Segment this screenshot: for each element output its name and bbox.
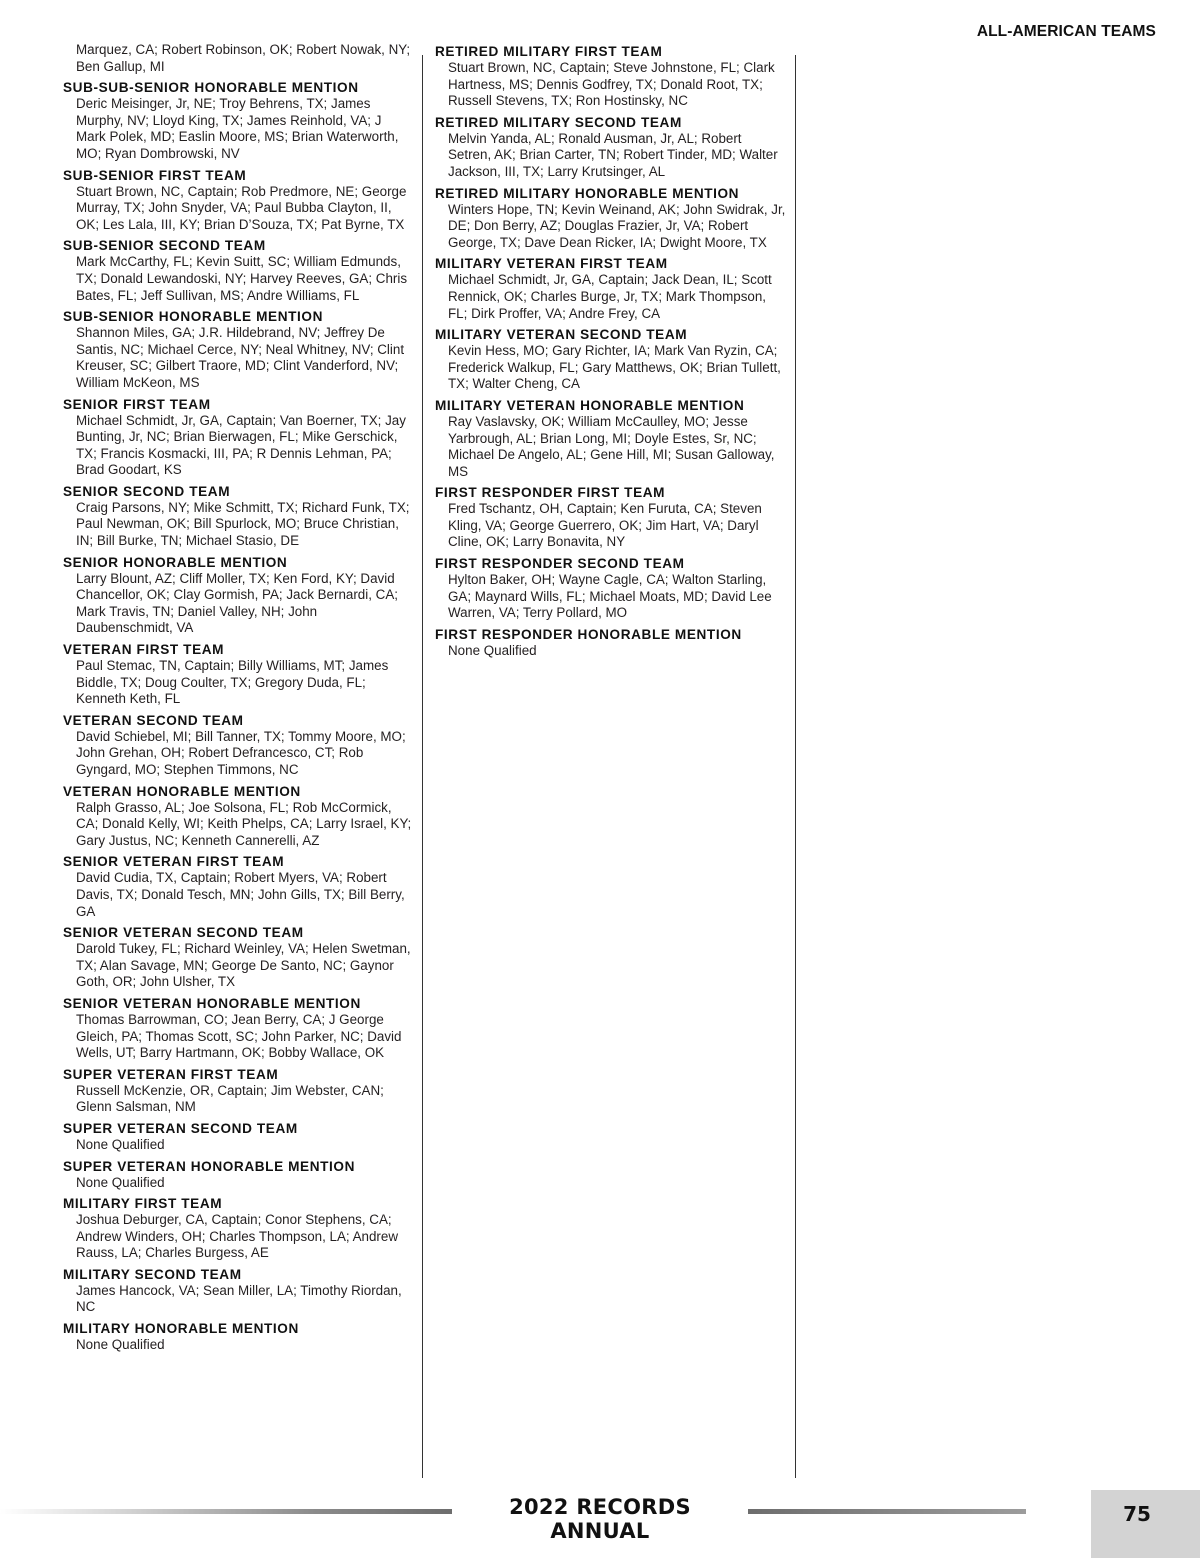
section-members: None Qualified xyxy=(76,1174,165,1190)
section-heading: SENIOR VETERAN SECOND TEAM xyxy=(63,925,304,941)
team-section xyxy=(63,1120,413,1154)
section-members: Ralph Grasso, AL; Joe Solsona, FL; Rob McCormick, CA; Donald Kelly, WI; Keith Phelps, CA; Larry Israel, KY; Gary Justus, NC; Kenneth Cannerelli, AZ xyxy=(76,799,412,848)
left-column xyxy=(63,42,413,1358)
team-section xyxy=(63,1066,413,1116)
team-section xyxy=(435,555,787,622)
section-heading: MILITARY FIRST TEAM xyxy=(63,1196,223,1212)
footer-rule-right xyxy=(748,1509,1026,1514)
section-members: James Hancock, VA; Sean Miller, LA; Timothy Riordan, NC xyxy=(76,1282,402,1315)
section-members: Larry Blount, AZ; Cliff Moller, TX; Ken Ford, KY; David Chancellor, OK; Clay Gormish, PA; Jack Bernardi, CA; Mark Travis, TN; Daniel Valley, NH; John Daubenschmidt, VA xyxy=(76,570,398,636)
section-members: Kevin Hess, MO; Gary Richter, IA; Mark Van Ryzin, CA; Frederick Walkup, FL; Gary Matthews, OK; Brian Tullett, TX; Walter Cheng, CA xyxy=(448,343,781,392)
team-section xyxy=(435,397,787,480)
section-members: None Qualified xyxy=(76,1136,165,1152)
team-section xyxy=(63,995,413,1062)
section-members: Stuart Brown, NC, Captain; Steve Johnstone, FL; Clark Hartness, MS; Dennis Godfrey, TX; Donald Root, TX; Russell Stevens, TX; Ron Hostinsky, NC xyxy=(448,60,775,109)
team-section xyxy=(63,924,413,991)
section-heading: MILITARY HONORABLE MENTION xyxy=(63,1321,299,1337)
section-heading: VETERAN FIRST TEAM xyxy=(63,642,225,658)
team-section xyxy=(63,712,413,779)
section-heading: MILITARY VETERAN FIRST TEAM xyxy=(435,256,668,272)
section-members: Hylton Baker, OH; Wayne Cagle, CA; Walton Starling, GA; Maynard Wills, FL; Michael Moats, MD; David Lee Warren, VA; Terry Pollard, MO xyxy=(448,572,772,621)
section-heading: SENIOR VETERAN HONORABLE MENTION xyxy=(63,995,361,1011)
section-heading: RETIRED MILITARY SECOND TEAM xyxy=(435,114,682,130)
page-number-box xyxy=(1091,1490,1200,1558)
footer-title: 2022 RECORDS ANNUAL xyxy=(509,1495,691,1543)
section-heading: SUPER VETERAN HONORABLE MENTION xyxy=(63,1158,356,1174)
section-members: Shannon Miles, GA; J.R. Hildebrand, NV; Jeffrey De Santis, NC; Michael Cerce, NY; Neal Whitney, NV; Clint Kreuser, SC; Gilbert Traore, MD; Clint Vanderford, NV; William McKeon, MS xyxy=(76,325,405,390)
team-section xyxy=(63,237,413,304)
team-section xyxy=(435,626,787,660)
left-section-list xyxy=(63,79,413,1353)
section-members: David Cudia, TX, Captain; Robert Myers, VA; Robert Davis, TX; Donald Tesch, MN; John Gills, TX; Bill Berry, GA xyxy=(76,870,405,919)
section-heading: MILITARY VETERAN HONORABLE MENTION xyxy=(435,397,745,413)
section-heading: SENIOR VETERAN FIRST TEAM xyxy=(63,854,285,870)
team-section xyxy=(435,326,787,393)
running-header: ALL-AMERICAN TEAMS xyxy=(976,23,1156,40)
team-section xyxy=(435,43,787,110)
section-heading: SUB-SUB-SENIOR HONORABLE MENTION xyxy=(63,80,359,96)
section-members: Stuart Brown, NC, Captain; Rob Predmore, NE; George Murray, TX; John Snyder, VA; Paul Bubba Clayton, II, OK; Les Lala, III, KY; Brian D’Souza, TX; Pat Byrne, TX xyxy=(76,183,407,232)
column-divider xyxy=(422,55,423,1478)
section-heading: SUB-SENIOR SECOND TEAM xyxy=(63,238,266,254)
section-heading: SENIOR SECOND TEAM xyxy=(63,483,231,499)
section-members: Fred Tschantz, OH, Captain; Ken Furuta, CA; Steven Kling, VA; George Guerrero, OK; Jim Hart, VA; Daryl Cline, OK; Larry Bonavita, NY xyxy=(448,501,762,550)
section-heading: SUPER VETERAN SECOND TEAM xyxy=(63,1120,298,1136)
section-members: None Qualified xyxy=(76,1337,165,1353)
team-section xyxy=(63,853,413,920)
section-heading: FIRST RESPONDER FIRST TEAM xyxy=(435,485,666,501)
section-members: Mark McCarthy, FL; Kevin Suitt, SC; William Edmunds, TX; Donald Lewandoski, NY; Harvey Reeves, GA; Chris Bates, FL; Jeff Sullivan, MS; Andre Williams, FL xyxy=(76,254,408,303)
section-heading: RETIRED MILITARY FIRST TEAM xyxy=(435,44,663,59)
section-members: Joshua Deburger, CA, Captain; Conor Stephens, CA; Andrew Winders, OH; Charles Thompson, LA; Andrew Rauss, LA; Charles Burgess, AE xyxy=(76,1212,399,1261)
section-members: Michael Schmidt, Jr, GA, Captain; Jack Dean, IL; Scott Rennick, OK; Charles Burge, Jr, TX; Mark Thompson, FL; Dirk Proffer, VA; Andre Frey, CA xyxy=(448,272,772,321)
section-heading: SENIOR FIRST TEAM xyxy=(63,396,211,412)
section-members: Melvin Yanda, AL; Ronald Ausman, Jr, AL; Robert Setren, AK; Brian Carter, TN; Robert Tinder, MD; Walter Jackson, III, TX; Larry Krutsinger, AL xyxy=(448,130,778,179)
section-members: David Schiebel, MI; Bill Tanner, TX; Tommy Moore, MO; John Grehan, OH; Robert Defrancesco, CT; Rob Gyngard, MO; Stephen Timmons, NC xyxy=(76,728,406,777)
team-section xyxy=(63,641,413,708)
right-column xyxy=(435,42,787,663)
section-heading: MILITARY VETERAN SECOND TEAM xyxy=(435,327,688,343)
section-members: Michael Schmidt, Jr, GA, Captain; Van Boerner, TX; Jay Bunting, Jr, NC; Brian Bierwagen, FL; Mike Gerschick, TX; Francis Kosmacki, III, PA; R Dennis Lehman, PA; Brad Goodart, KS xyxy=(76,412,406,478)
team-section xyxy=(63,167,413,234)
section-heading: VETERAN SECOND TEAM xyxy=(63,712,244,728)
team-section xyxy=(435,114,787,181)
team-section xyxy=(63,308,413,391)
team-section xyxy=(63,1320,413,1354)
section-heading: FIRST RESPONDER HONORABLE MENTION xyxy=(435,626,742,642)
team-section xyxy=(63,1158,413,1192)
section-members: Darold Tukey, FL; Richard Weinley, VA; Helen Swetman, TX; Alan Savage, MN; George De Santo, NC; Gaynor Goth, OR; John Ulsher, TX xyxy=(76,941,411,990)
section-members: None Qualified xyxy=(448,642,537,658)
column-divider xyxy=(795,55,796,1478)
team-section xyxy=(63,483,413,550)
team-section xyxy=(435,185,787,252)
team-section xyxy=(63,1266,413,1316)
team-section xyxy=(63,396,413,479)
right-section-list xyxy=(435,43,787,659)
continued-text: Marquez, CA; Robert Robinson, OK; Robert Nowak, NY; Ben Gallup, MI xyxy=(76,42,411,74)
page-number: 75 xyxy=(1123,1502,1151,1526)
section-heading: FIRST RESPONDER SECOND TEAM xyxy=(435,556,685,572)
section-heading: SUB-SENIOR HONORABLE MENTION xyxy=(63,309,323,325)
team-section xyxy=(63,783,413,850)
team-section xyxy=(63,554,413,637)
section-members: Winters Hope, TN; Kevin Weinand, AK; John Swidrak, Jr, DE; Don Berry, AZ; Douglas Frazier, Jr, VA; Robert George, TX; Dave Dean Ricker, IA; Dwight Moore, TX xyxy=(448,201,786,250)
section-heading: SUB-SENIOR FIRST TEAM xyxy=(63,167,247,183)
section-members: Ray Vaslavsky, OK; William McCaulley, MO; Jesse Yarbrough, AL; Brian Long, MI; Doyle Estes, Sr, NC; Michael De Angelo, AL; Gene Hill, MI; Susan Galloway, MS xyxy=(448,413,775,479)
section-members: Thomas Barrowman, CO; Jean Berry, CA; J George Gleich, PA; Thomas Scott, SC; John Parker, NC; David Wells, UT; Barry Hartmann, OK; Bobby Wallace, OK xyxy=(76,1011,402,1061)
section-heading: RETIRED MILITARY HONORABLE MENTION xyxy=(435,185,740,201)
team-section xyxy=(435,255,787,322)
team-section xyxy=(435,484,787,551)
team-section xyxy=(63,1195,413,1262)
footer-rule-left xyxy=(0,1509,452,1514)
section-heading: MILITARY SECOND TEAM xyxy=(63,1266,242,1282)
section-heading: VETERAN HONORABLE MENTION xyxy=(63,783,301,799)
section-members: Russell McKenzie, OR, Captain; Jim Webster, CAN; Glenn Salsman, NM xyxy=(76,1082,384,1115)
team-section xyxy=(63,79,413,162)
section-heading: SENIOR HONORABLE MENTION xyxy=(63,554,288,570)
section-members: Craig Parsons, NY; Mike Schmitt, TX; Richard Funk, TX; Paul Newman, OK; Bill Spurlock, MO; Bruce Christian, IN; Bill Burke, TN; Michael Stasio, DE xyxy=(76,499,410,549)
section-heading: SUPER VETERAN FIRST TEAM xyxy=(63,1066,279,1082)
section-members: Paul Stemac, TN, Captain; Billy Williams, MT; James Biddle, TX; Doug Coulter, TX; Gregory Duda, FL; Kenneth Keth, FL xyxy=(76,658,389,707)
section-members: Deric Meisinger, Jr, NE; Troy Behrens, TX; James Murphy, NV; Lloyd King, TX; James Reinhold, VA; J Mark Polek, MD; Easlin Moore, MS; Brian Waterworth, MO; Ryan Dombrowski, NV xyxy=(76,96,399,161)
